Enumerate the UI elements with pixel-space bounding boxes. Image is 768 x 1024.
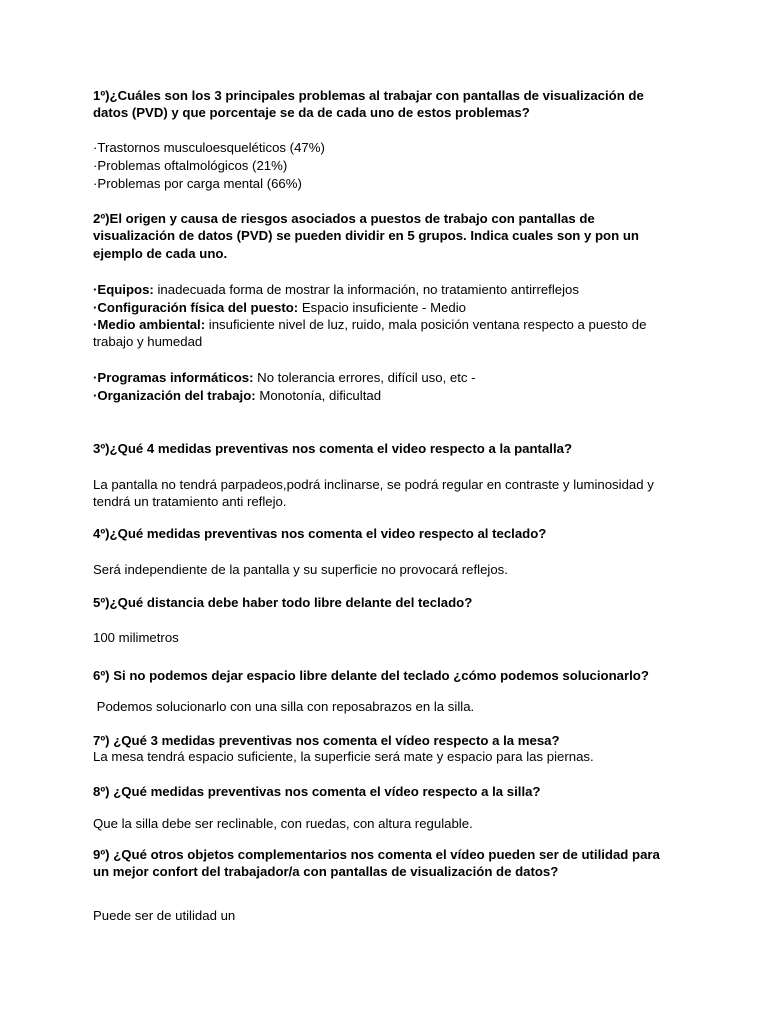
question-9: 9º) ¿Qué otros objetos complementarios nos comenta el vídeo pueden ser de utilidad para un mejor confort del trabajador/a con pantallas de visualización de datos? (93, 847, 660, 880)
answer-2-group-2 (93, 299, 673, 316)
group-label: ·Medio ambiental: (93, 317, 206, 332)
group-text: Espacio insuficiente - Medio (298, 300, 467, 315)
answer-1-item-1: ·Trastornos musculoesqueléticos (47%) (93, 140, 325, 155)
group-text: insuficiente nivel de luz, ruido, mala posición ventana respecto a puesto de trabajo y humedad (93, 317, 647, 350)
question-6: 6º) Si no podemos dejar espacio libre delante del teclado ¿cómo podemos solucionarlo? (93, 668, 649, 683)
answer-8: Que la silla debe ser reclinable, con ruedas, con altura regulable. (93, 816, 473, 831)
group-label: ·Equipos: (93, 282, 154, 297)
answer-3: La pantalla no tendrá parpadeos,podrá inclinarse, se podrá regular en contraste y luminosidad y tendrá un tratamiento anti reflejo. (93, 477, 654, 510)
question-1: 1º)¿Cuáles son los 3 principales problemas al trabajar con pantallas de visualización de datos (PVD) y que porcentaje se da de cada uno de estos problemas? (93, 88, 644, 121)
group-label: ·Programas informáticos: (93, 370, 254, 385)
group-text: No tolerancia errores, difícil uso, etc - (253, 370, 476, 385)
question-5: 5º)¿Qué distancia debe haber todo libre delante del teclado? (93, 595, 473, 610)
group-text: Monotonía, dificultad (255, 388, 382, 403)
group-text: inadecuada forma de mostrar la información, no tratamiento antirreflejos (153, 282, 579, 297)
answer-4: Será independiente de la pantalla y su superficie no provocará reflejos. (93, 562, 508, 577)
question-3: 3º)¿Qué 4 medidas preventivas nos comenta el video respecto a la pantalla? (93, 441, 572, 456)
answer-1-item-2: ·Problemas oftalmológicos (21%) (93, 158, 288, 173)
answer-5: 100 milimetros (93, 630, 179, 645)
group-label: ·Organización del trabajo: (93, 388, 256, 403)
question-8: 8º) ¿Qué medidas preventivas nos comenta el vídeo respecto a la silla? (93, 784, 541, 799)
answer-7: La mesa tendrá espacio suficiente, la superficie será mate y espacio para las piernas. (93, 749, 594, 764)
answer-9: Puede ser de utilidad un (93, 908, 236, 923)
answer-2-group-1 (93, 281, 673, 298)
group-label: ·Configuración física del puesto: (93, 300, 299, 315)
question-2: 2º)El origen y causa de riesgos asociados a puestos de trabajo con pantallas de visualización de datos (PVD) se pueden dividir en 5 grupos. Indica cuales son y pon un ejemplo de cada uno. (93, 211, 639, 261)
question-7: 7º) ¿Qué 3 medidas preventivas nos comenta el vídeo respecto a la mesa? (93, 733, 560, 748)
answer-2-group-5 (93, 387, 673, 404)
question-4: 4º)¿Qué medidas preventivas nos comenta el video respecto al teclado? (93, 526, 547, 541)
answer-2-group-3 (93, 316, 673, 351)
answer-2-group-4 (93, 369, 673, 386)
answer-6: Podemos solucionarlo con una silla con reposabrazos en la silla. (93, 699, 475, 714)
answer-1-item-3: ·Problemas por carga mental (66%) (93, 176, 302, 191)
